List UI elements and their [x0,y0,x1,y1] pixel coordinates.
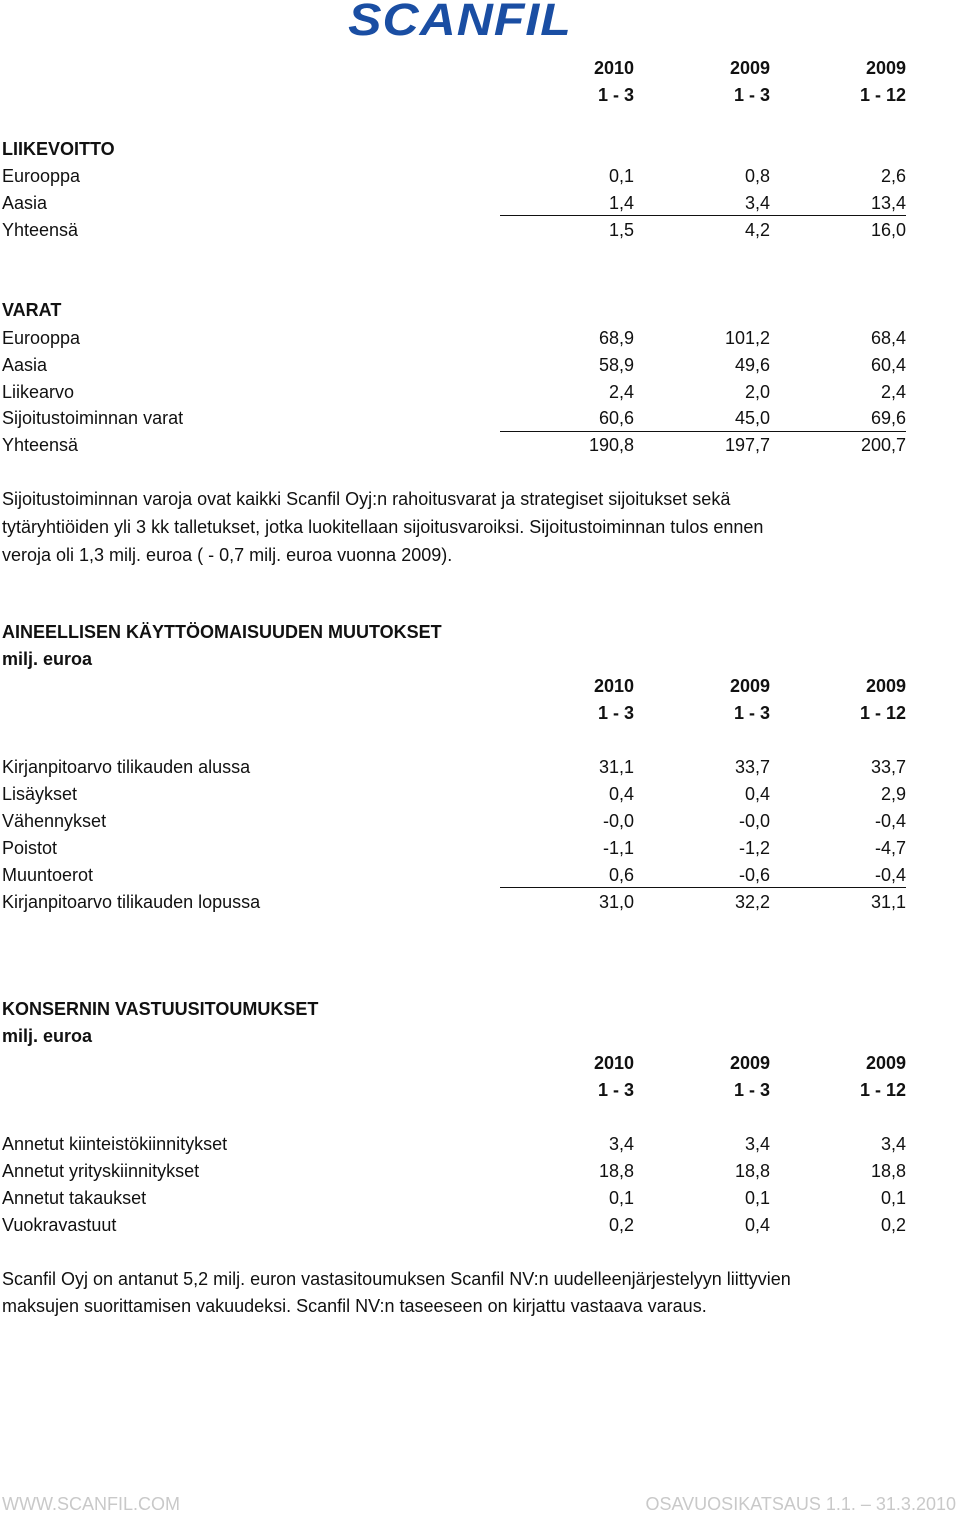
unit-label: milj. euroa [2,1026,93,1046]
cell: 45,0 [734,408,770,428]
cell: 18,8 [598,1161,634,1181]
row-label: Aasia [2,193,48,213]
cell: 0,6 [608,865,634,885]
cell: 0,8 [744,166,770,186]
cell: 101,2 [724,328,770,348]
unit-label: milj. euroa [2,649,93,669]
cell: 2,6 [880,166,906,186]
row-label: Muuntoerot [2,865,94,885]
footer-website: WWW.SCANFIL.COM [2,1494,180,1514]
row-label: Lisäykset [2,784,78,804]
note-line: Sijoitustoiminnan varoja ovat kaikki Scanfil Oyj:n rahoitusvarat ja strategiset sijoitukset sekä [2,489,731,509]
cell: 1,5 [608,220,634,240]
row-label: Poistot [2,838,58,858]
cell: -0,0 [738,811,770,831]
cell: 69,6 [870,408,906,428]
col-year-3: 2009 [865,58,906,78]
cell: -0,4 [874,811,906,831]
section-title-liikevoitto: LIIKEVOITTO [2,139,115,159]
row-label: Eurooppa [2,166,81,186]
col-year-1: 2010 [593,676,634,696]
row-label: Vähennykset [2,811,107,831]
cell: 18,8 [870,1161,906,1181]
cell: -0,6 [738,865,770,885]
col-year-3: 2009 [865,1053,906,1073]
section-title-aineellinen: AINEELLISEN KÄYTTÖOMAISUUDEN MUUTOKSET [2,622,442,642]
cell: 60,6 [598,408,634,428]
cell: 0,4 [744,1215,770,1235]
cell: 31,1 [870,892,906,912]
cell: 200,7 [860,435,906,455]
cell: 3,4 [744,1134,770,1154]
cell: -4,7 [874,838,906,858]
cell: 31,0 [598,892,634,912]
col-period-3: 1 - 12 [859,1080,906,1100]
cell: 0,2 [608,1215,634,1235]
row-label: Kirjanpitoarvo tilikauden alussa [2,757,251,777]
cell: 58,9 [598,355,634,375]
subtotal-rule [500,215,906,216]
col-year-1: 2010 [593,58,634,78]
note-line: veroja oli 1,3 milj. euroa ( - 0,7 milj. euroa vuonna 2009). [2,545,453,565]
cell: -1,2 [738,838,770,858]
cell: 0,2 [880,1215,906,1235]
cell: 0,4 [744,784,770,804]
section-title-varat: VARAT [2,300,62,320]
cell: 16,0 [870,220,906,240]
row-label: Sijoitustoiminnan varat [2,408,184,428]
cell: 3,4 [744,193,770,213]
cell: 0,1 [744,1188,770,1208]
col-period-1: 1 - 3 [597,85,634,105]
row-label: Vuokravastuut [2,1215,117,1235]
scanfil-logo: SCANFIL [348,0,572,40]
cell: 0,1 [608,1188,634,1208]
cell: -0,0 [602,811,634,831]
row-label: Kirjanpitoarvo tilikauden lopussa [2,892,261,912]
cell: 2,9 [880,784,906,804]
subtotal-rule [500,887,906,888]
row-label: Yhteensä [2,435,79,455]
subtotal-rule [500,431,906,432]
note-line: tytäryhtiöiden yli 3 kk talletukset, jotka luokitellaan sijoitusvaroiksi. Sijoitustoiminnan tulos ennen [2,517,764,537]
cell: 2,4 [880,382,906,402]
cell: 68,9 [598,328,634,348]
cell: 1,4 [608,193,634,213]
cell: -0,4 [874,865,906,885]
section-title-vastuut: KONSERNIN VASTUUSITOUMUKSET [2,999,319,1019]
col-year-2: 2009 [729,1053,770,1073]
varat-note [2,485,902,569]
col-year-2: 2009 [729,676,770,696]
row-label: Aasia [2,355,48,375]
cell: 13,4 [870,193,906,213]
vastuut-note [2,1266,902,1320]
cell: 3,4 [880,1134,906,1154]
row-label: Annetut yrityskiinnitykset [2,1161,200,1181]
col-period-1: 1 - 3 [597,703,634,723]
row-label: Yhteensä [2,220,79,240]
cell: 0,1 [608,166,634,186]
note-line: Scanfil Oyj on antanut 5,2 milj. euron vastasitoumuksen Scanfil NV:n uudelleenjärjestelyyn liittyvien [2,1269,791,1289]
cell: 32,2 [734,892,770,912]
cell: 18,8 [734,1161,770,1181]
col-period-2: 1 - 3 [733,1080,770,1100]
cell: 33,7 [734,757,770,777]
cell: 190,8 [588,435,634,455]
col-period-3: 1 - 12 [859,85,906,105]
note-line: maksujen suorittamisen vakuudeksi. Scanfil NV:n taseeseen on kirjattu vastaava varaus. [2,1296,707,1316]
cell: 2,0 [744,382,770,402]
col-period-2: 1 - 3 [733,85,770,105]
cell: 0,1 [880,1188,906,1208]
row-label: Annetut kiinteistökiinnitykset [2,1134,228,1154]
row-label: Liikearvo [2,382,75,402]
col-year-3: 2009 [865,676,906,696]
cell: 4,2 [744,220,770,240]
cell: 0,4 [608,784,634,804]
footer-report-title: OSAVUOSIKATSAUS 1.1. – 31.3.2010 [645,1494,956,1514]
cell: 3,4 [608,1134,634,1154]
cell: 2,4 [608,382,634,402]
cell: 31,1 [598,757,634,777]
col-year-2: 2009 [729,58,770,78]
col-period-1: 1 - 3 [597,1080,634,1100]
cell: 68,4 [870,328,906,348]
cell: 60,4 [870,355,906,375]
row-label: Annetut takaukset [2,1188,147,1208]
col-period-3: 1 - 12 [859,703,906,723]
cell: -1,1 [602,838,634,858]
cell: 33,7 [870,757,906,777]
cell: 197,7 [724,435,770,455]
col-period-2: 1 - 3 [733,703,770,723]
row-label: Eurooppa [2,328,81,348]
cell: 49,6 [734,355,770,375]
col-year-1: 2010 [593,1053,634,1073]
